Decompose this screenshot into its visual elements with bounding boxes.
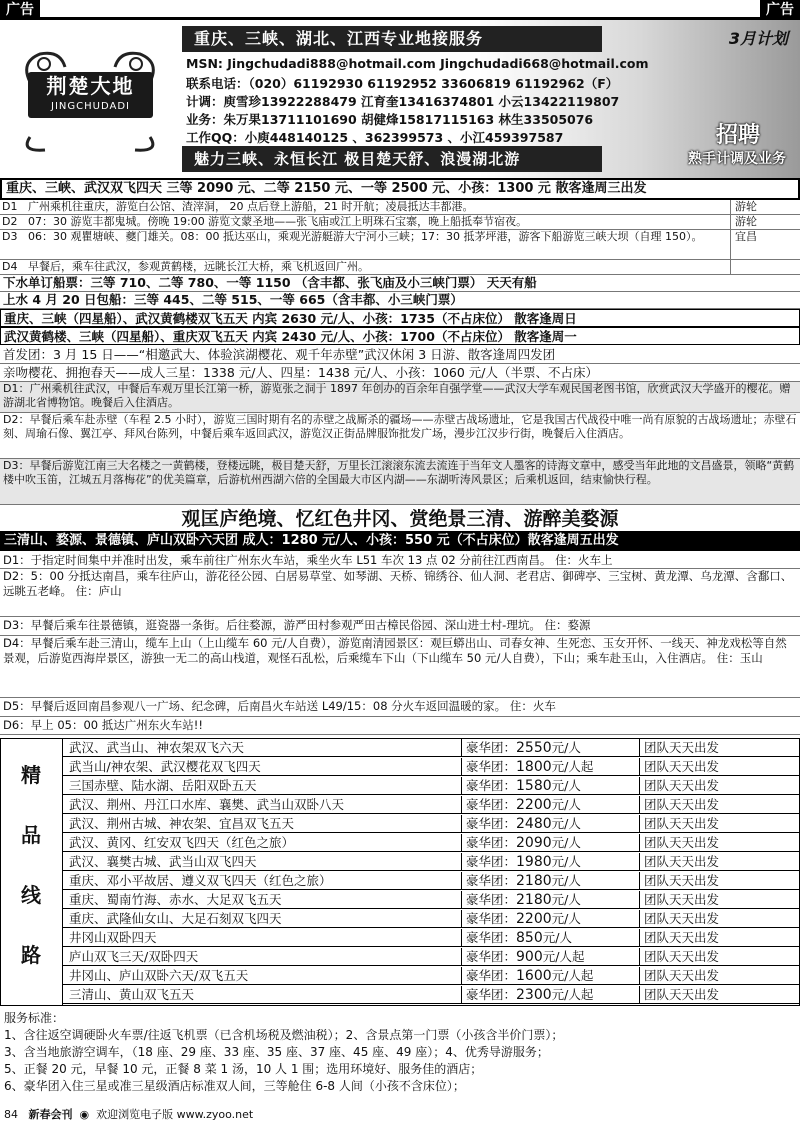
route-price [461,929,639,946]
recruit-subtitle: 熟手计调及业务 [688,151,786,167]
route-price-unit: 元/人起 [551,968,594,983]
page-footer [0,1105,800,1125]
route-price [461,986,639,1003]
route-price-unit: 元/人 [551,740,581,755]
route-price-value: 2200 [516,797,552,813]
route-price [461,967,639,984]
route-frequency: 团队天天出发 [639,796,799,813]
contact-qq: 工作QQ：小庾448140125 、362399573 、小江459397587 [186,130,564,145]
standards-title: 服务标准： [4,1011,65,1025]
day-text: 07：30 游览丰都鬼城。傍晚 19:00 游览文蒙圣地——张飞庙或江上明珠石宝寨，晚上船抵奉节宿夜。 [28,215,528,228]
route-frequency: 团队天天出发 [639,872,799,889]
site-link[interactable]: 欢迎浏览电子版 www.zyoo.net [96,1108,254,1121]
route-row [63,910,799,928]
route-name: 重庆、邓小平故居、遵义双飞四天（红色之旅） [69,873,332,888]
route-price-unit: 元/人 [551,835,581,850]
itinerary-row [0,230,800,260]
route-price-unit: 元/人起 [551,987,594,1002]
route-price [461,758,639,775]
logo-cn-text: 荆楚大地 [46,74,135,98]
day-stay [730,260,800,274]
route-row [63,853,799,871]
route-price [461,739,639,756]
route-price [461,891,639,908]
jiangxi-day3: D3：早餐后乘车往景德镇，逛瓷器一条街。后往婺源，游严田村参观严田古樟民俗园、深山进士村-理坑。 住：婺源 [0,617,800,636]
day-stay: 游轮 [730,215,800,229]
route-name: 武汉、荆州、丹江口水库、襄樊、武当山双卧八天 [69,797,345,812]
routes-label-char: 品 [21,823,41,847]
recruit-title: 招聘 [715,123,760,148]
route-tier: 豪华团： [466,740,517,755]
route-price [461,796,639,813]
route-price-value: 2300 [516,987,552,1003]
route-name: 重庆、武隆仙女山、大足石刻双飞四天 [69,911,282,926]
route-row [63,948,799,966]
three-gorges-section [0,178,800,344]
route-price-unit: 元/人 [551,816,581,831]
route-price-unit: 元/人 [551,778,581,793]
routes-label-char: 线 [21,883,41,907]
route-price-unit: 元/人起 [551,759,594,774]
route-price [461,948,639,965]
route-price-value: 1580 [516,778,552,794]
route-frequency: 团队天天出发 [639,986,799,1003]
globe-icon: ◉ [79,1108,90,1121]
route-price-value: 2180 [516,873,552,889]
route-tier: 豪华团： [466,759,517,774]
route-price [461,910,639,927]
jiangxi-day1: D1：于指定时间集中并准时出发，乘车前往广州东火车站，乘坐火车 L51 车次 13 点 02 分前往江西南昌。 住：火车上 [0,552,800,569]
route-price [461,853,639,870]
routes-label-char: 精 [21,763,41,787]
contact-msn: MSN: Jingchudadi888@hotmail.com Jingchudadi668@hotmail.com [186,56,649,71]
route-price-value: 1600 [516,968,552,984]
logo-box [28,72,153,118]
route-name: 三国赤壁、陆水湖、岳阳双卧五天 [69,778,257,793]
wuhan-day1: D1：广州乘机往武汉，中餐后车观万里长江第一桥，游览张之洞于 1897 年创办的百余年自强学堂——武汉大学车观民国老图书馆，欣赏武汉大学盛开的樱花。赠游湖北省博物馆。晚餐后入住酒店。 [0,382,800,413]
route-tier: 豪华团： [466,987,517,1002]
route-price-unit: 元/人 [551,854,581,869]
route-row [63,872,799,890]
wuhan-day2: D2：早餐后乘车赴赤壁（车程 2.5 小时），游览三国时期有名的赤壁之战厮杀的疆场——赤壁古战场遗址，它是我国古代战役中唯一尚有原貌的古战场遗址；赤壁石刻、周瑜石像、翼江亭、拜风台陈列，中餐后乘车返回武汉，游览汉正街品牌服饰批发广场，漫步江汉步行街，晚餐后入住酒店。 [0,413,800,459]
route-tier: 豪华团： [466,854,517,869]
route-name: 庐山双飞三天/双卧四天 [69,949,199,964]
route-price-value: 850 [516,930,543,946]
route-name: 武汉、襄樊古城、武当山双飞四天 [69,854,257,869]
route-row [63,834,799,852]
route-name: 井冈山双卧四天 [69,930,157,945]
route-chongqing-wuhan: 重庆、三峡（四星船）、武汉黄鹤楼双飞五天 内宾 2630 元/人、小孩：1735（不占床位） 散客逢周日 [0,309,800,327]
jiangxi-day6: D6：早上 05：00 抵达广州东火车站!! [0,717,800,735]
itinerary-row [0,260,800,275]
route-frequency: 团队天天出发 [639,834,799,851]
route-price [461,815,639,832]
route-frequency: 团队天天出发 [639,929,799,946]
route-frequency: 团队天天出发 [639,758,799,775]
logo-en-text: JINGCHUDADI [51,101,130,112]
jiangxi-tour-head: 三清山、婺源、景德镇、庐山双卧六天团 成人：1280 元/人、小孩：550 元（不占床位）散客逢周五出发 [0,531,800,551]
route-frequency: 团队天天出发 [639,967,799,984]
ad-tag-left: 广告 [0,0,40,20]
route-price [461,777,639,794]
route-row [63,967,799,985]
day-text: 广州乘机往重庆，游览白公馆、渣滓洞， 20 点后登上游船，21 时开航；凌晨抵达丰都港。 [28,200,474,213]
route-price-value: 900 [516,949,543,965]
route-name: 武汉、黄冈、红安双飞四天（红色之旅） [69,835,295,850]
standards-item: 1、含往返空调硬卧火车票/往返飞机票（已含机场税及燃油税）；2、含景点第一门票（小孩含半价门票）； [4,1028,564,1042]
jiangxi-itinerary [0,552,800,735]
route-name: 武当山/神农架、武汉樱花双飞四天 [69,759,261,774]
ad-tag-right: 广告 [760,0,800,20]
wuhan-price-line: 亲吻樱花、拥抱春天——成人三星：1338 元/人、四星：1438 元/人、小孩：1060 元/人（半票、不占床） [0,364,800,382]
page-number: 84 [4,1108,18,1121]
route-frequency: 团队天天出发 [639,815,799,832]
route-row [63,815,799,833]
itinerary-row [0,200,800,215]
route-price-value: 2090 [516,835,552,851]
route-name: 武汉、武当山、神农架双飞六天 [69,740,245,755]
standards-item: 5、正餐 20 元，早餐 10 元，正餐 8 菜 1 汤，10 人 1 围；选用环境好、服务佳的酒店； [4,1062,483,1076]
contact-planner: 计调：庾雪珍13922288479 江育奎13416374801 小云13422119807 [186,94,620,109]
wuhan-first-tour: 首发团：3 月 15 日——“相邀武大、体验滨湖樱花、观千年赤壁”武汉休闲 3 日游、散客逢周四发团 [0,346,800,364]
upstream-charter-line: 上水 4 月 20 日包船：三等 445、二等 515、一等 665（含丰都、小三峡门票） [0,292,800,309]
route-frequency: 团队天天出发 [639,948,799,965]
wuhan-section [0,346,800,505]
route-price-value: 2550 [516,740,552,756]
day-stay: 宜昌 [730,230,800,259]
route-frequency: 团队天天出发 [639,853,799,870]
route-row [63,758,799,776]
route-row [63,796,799,814]
route-price-unit: 元/人 [551,892,581,907]
jiangxi-day4: D4：早餐后乘车赴三清山，缆车上山（上山缆车 60 元/人自费），游览南清园景区：观巨蟒出山、司春女神、生死恋、玉女开怀、一线天、神龙戏松等自然景观，后游览西海岸景区，游独一无二的高山栈道，观怪石乱松，后乘缆车下山（下山缆车 50 元/人自费），下山；乘车赴玉山，入住酒店。 住：玉山 [0,636,800,698]
slogan-banner: 魅力三峡、永恒长江 极目楚天舒、浪漫湖北游 [182,146,602,172]
standards-item: 3、含当地旅游空调车，（18 座、29 座、33 座、35 座、37 座、45 座、49 座）；4、优秀导游服务； [4,1045,549,1059]
day-label: D2 [2,215,18,228]
three-gorges-title: 重庆、三峡、武汉双飞四天 三等 2090 元、二等 2150 元、一等 2500 元、小孩：1300 元 散客逢周三出发 [0,178,800,200]
route-row [63,929,799,947]
route-price [461,872,639,889]
routes-label-char: 路 [21,943,41,967]
jiangxi-day2: D2：5：00 分抵达南昌，乘车往庐山，游花径公园、白居易草堂、如琴湖、天桥、锦绣谷、仙人洞、老君店、御碑亭、三宝树、黄龙潭、乌龙潭、含鄱口、远眺五老峰。 住：庐山 [0,569,800,617]
company-logo [10,42,170,152]
route-price-unit: 元/人 [551,797,581,812]
routes-label [1,739,63,1005]
route-tier: 豪华团： [466,968,517,983]
route-price [461,834,639,851]
route-name: 重庆、蜀南竹海、赤水、大足双飞五天 [69,892,282,907]
route-price-value: 2480 [516,816,552,832]
day-text: 早餐后，乘车往武汉，参观黄鹤楼，远眺长江大桥，乘飞机返回广州。 [28,260,369,273]
route-row [63,739,799,757]
jiangxi-title: 观匡庐绝境、忆红色井冈、赏绝景三清、游醉美婺源 [181,508,619,530]
featured-routes-table [0,738,800,1006]
plan-label: 3月计划 [728,29,788,48]
route-name: 井冈山、庐山双卧六天/双飞五天 [69,968,249,983]
route-price-value: 2200 [516,911,552,927]
route-frequency: 团队天天出发 [639,739,799,756]
route-tier: 豪华团： [466,892,517,907]
route-tier: 豪华团： [466,797,517,812]
route-price-value: 1980 [516,854,552,870]
magazine-name: 新春会刊 [28,1108,73,1121]
route-price-unit: 元/人 [551,911,581,926]
route-tier: 豪华团： [466,816,517,831]
header-panel [0,20,800,178]
jiangxi-day5: D5：早餐后返回南昌参观八一广场、纪念碑，后南昌火车站送 L49/15：08 分火车返回温暖的家。 住：火车 [0,698,800,717]
day-label: D1 [2,200,18,213]
route-tier: 豪华团： [466,835,517,850]
itinerary-row [0,215,800,230]
downstream-ticket-line: 下水单订船票：三等 710、二等 780、一等 1150 （含丰都、张飞庙及小三峡门票） 天天有船 [0,275,800,292]
route-tier: 豪华团： [466,873,517,888]
route-frequency: 团队天天出发 [639,910,799,927]
standards-item: 6、豪华团入住三星或准三星级酒店标准双人间，三等舱住 6-8 人间（小孩不含床位）； [4,1079,465,1093]
wuhan-day3: D3：早餐后游览江南三大名楼之一黄鹤楼，登楼远眺，极目楚天舒，万里长江滚滚东流去流连于当年文人墨客的诗海文章中，感受当年此地的文昌盛景，领略“黄鹤楼中吹玉笛，江城五月落梅花”的优美篇章，后游杭州西湖六倍的全国最大市区内湖——东湖听涛风景区；后乘机返回，结束愉快行程。 [0,459,800,505]
day-text: 06：30 观瞿塘峡、夔门雄关。08：00 抵达巫山，乘观光游艇游大宁河小三峡；17：30 抵茅坪港，游客下船游览三峡大坝（自理 150）。 [28,230,703,243]
route-name: 武汉、荆州古城、神农架、宜昌双飞五天 [69,816,295,831]
route-wuhan-chongqing: 武汉黄鹤楼、三峡（四星船）、重庆双飞五天 内宾 2430 元/人、小孩：1700（不占床位） 散客逢周一 [0,327,800,345]
route-frequency: 团队天天出发 [639,891,799,908]
route-row [63,891,799,909]
route-row [63,777,799,795]
contact-sales: 业务：朱万果13711101690 胡健烽15817115163 林生33505076 [186,112,594,127]
route-price-unit: 元/人 [542,930,572,945]
day-label: D3 [2,230,18,243]
route-tier: 豪华团： [466,778,517,793]
route-row [63,986,799,1004]
route-price-unit: 元/人 [551,873,581,888]
route-tier: 豪华团： [466,949,517,964]
service-banner: 重庆、三峡、湖北、江西专业地接服务 [182,26,602,52]
day-stay: 游轮 [730,200,800,214]
route-price-unit: 元/人起 [542,949,585,964]
route-price-value: 2180 [516,892,552,908]
day-label: D4 [2,260,18,273]
route-price-value: 1800 [516,759,552,775]
route-frequency: 团队天天出发 [639,777,799,794]
ad-header-bar [0,0,800,20]
contact-phone: 联系电话：（020）61192930 61192952 33606819 61192962（F） [186,76,619,91]
route-name: 三清山、黄山双飞五天 [69,987,195,1002]
route-tier: 豪华团： [466,911,517,926]
route-tier: 豪华团： [466,930,517,945]
